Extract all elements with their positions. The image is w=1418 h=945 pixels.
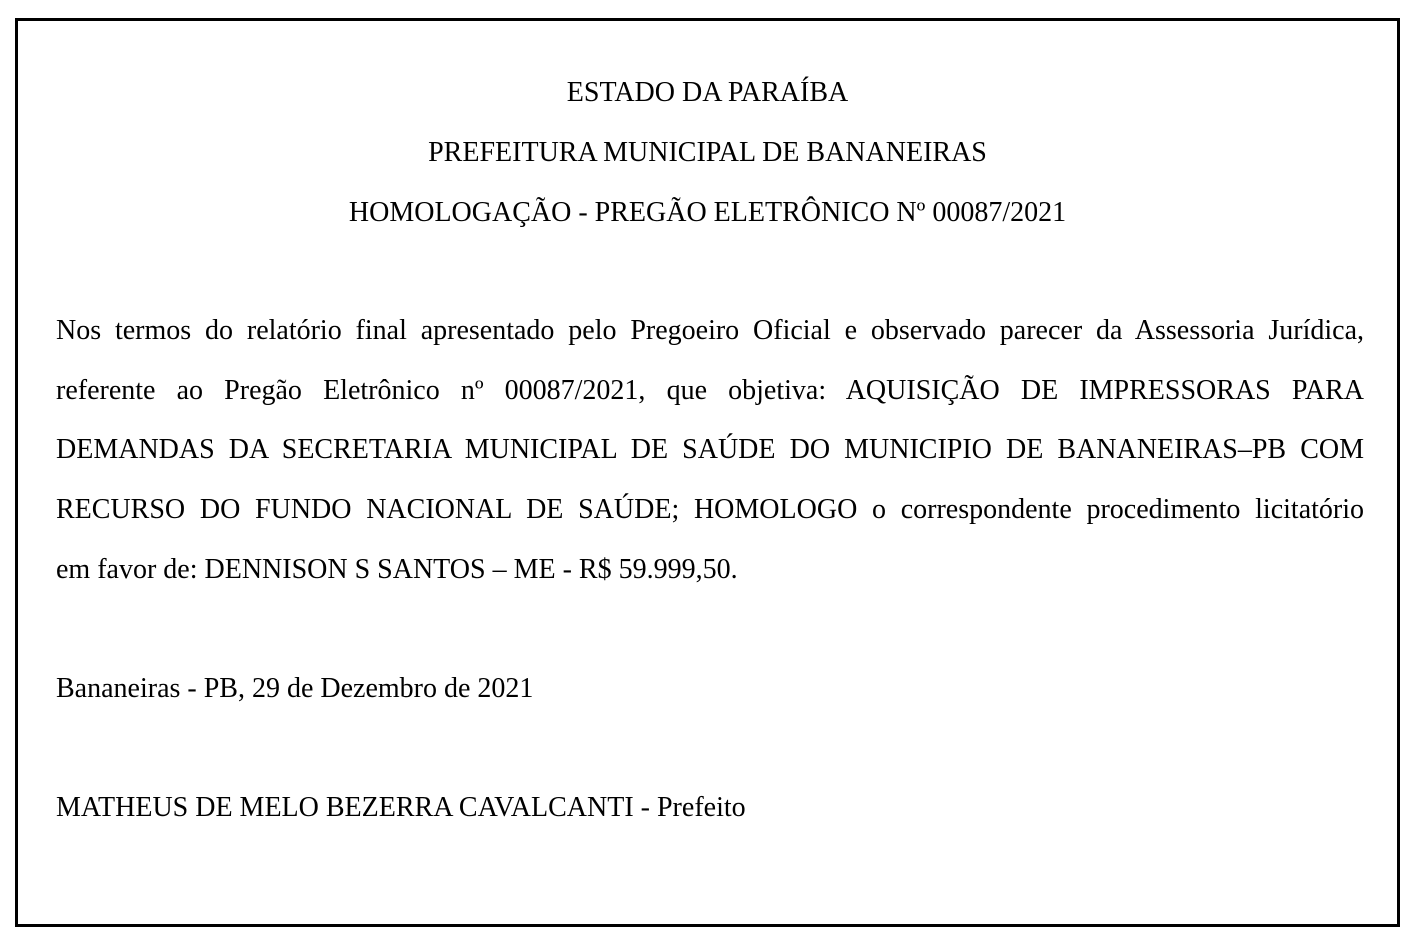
body-line-5: em favor de: DENNISON S SANTOS – ME - R$ 59.999,50. — [56, 554, 738, 585]
body-line-2: referente ao Pregão Eletrônico nº 00087/2021, que objetiva: AQUISIÇÃO DE IMPRESSORAS PARA — [56, 375, 1364, 406]
header-state: ESTADO DA PARAÍBA — [566, 77, 849, 108]
body-line-3: DEMANDAS DA SECRETARIA MUNICIPAL DE SAÚDE DO MUNICIPIO DE BANANEIRAS–PB COM — [56, 434, 1364, 465]
body-line-1: Nos termos do relatório final apresentado pelo Pregoeiro Oficial e observado parecer da Assessoria Jurídica, — [56, 315, 1364, 346]
document-frame — [15, 18, 1400, 927]
body-line-4: RECURSO DO FUNDO NACIONAL DE SAÚDE; HOMOLOGO o correspondente procedimento licitatório — [56, 494, 1364, 525]
place-date: Bananeiras - PB, 29 de Dezembro de 2021 — [56, 673, 534, 704]
document-title: HOMOLOGAÇÃO - PREGÃO ELETRÔNICO Nº 00087/2021 — [348, 197, 1067, 228]
signer: MATHEUS DE MELO BEZERRA CAVALCANTI - Prefeito — [56, 792, 746, 823]
header-municipality: PREFEITURA MUNICIPAL DE BANANEIRAS — [428, 137, 987, 168]
